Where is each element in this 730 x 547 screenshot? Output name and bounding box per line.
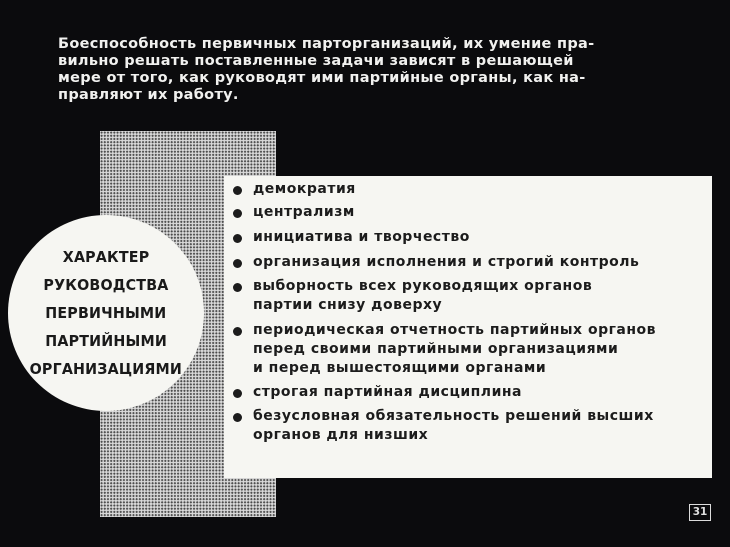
- list-item-organization: [224, 253, 712, 272]
- frame-number: 31: [689, 504, 711, 521]
- list-item-initiative: [224, 228, 712, 247]
- circle-title-line: ПЕРВИЧНЫМИ: [45, 304, 167, 322]
- list-item-text: инициатива и творчество: [253, 229, 470, 245]
- list-item-democracy: [224, 180, 712, 199]
- list-item-elections: [224, 277, 712, 315]
- bullet-icon: [233, 234, 242, 243]
- bullet-icon: [233, 327, 242, 336]
- topic-circle: [8, 215, 204, 411]
- list-item-text: демократия: [253, 181, 356, 197]
- circle-title-line: ХАРАКТЕР: [62, 248, 150, 266]
- intro-line-1: Боеспособность первичных парторганизаций, их умение пра-: [58, 36, 595, 52]
- circle-title-line: ПАРТИЙНЫМИ: [45, 332, 167, 350]
- list-item-text: и перед вышестоящими органами: [253, 360, 547, 376]
- principles-list: [224, 180, 712, 445]
- list-item-text: строгая партийная дисциплина: [253, 384, 522, 400]
- bullet-icon: [233, 389, 242, 398]
- bullet-icon: [233, 209, 242, 218]
- bullet-icon: [233, 283, 242, 292]
- bullet-icon: [233, 259, 242, 268]
- list-item-text: периодическая отчетность партийных органов: [253, 322, 656, 338]
- list-item-text: безусловная обязательность решений высших: [253, 408, 654, 424]
- principles-panel: [224, 176, 712, 478]
- circle-title-line: РУКОВОДСТВА: [43, 276, 169, 294]
- intro-paragraph: [58, 36, 668, 104]
- list-item-text: централизм: [253, 204, 355, 220]
- list-item-obligation: [224, 407, 712, 445]
- intro-line-4: правляют их работу.: [58, 87, 239, 103]
- bullet-icon: [233, 413, 242, 422]
- list-item-reporting: [224, 321, 712, 378]
- bullet-icon: [233, 186, 242, 195]
- intro-line-3: мере от того, как руководят ими партийные органы, как на-: [58, 70, 586, 86]
- list-item-text: организация исполнения и строгий контроль: [253, 254, 640, 270]
- list-item-centralism: [224, 203, 712, 222]
- list-item-text: перед своими партийными организациями: [253, 341, 619, 357]
- intro-line-2: вильно решать поставленные задачи зависят в решающей: [58, 53, 574, 69]
- list-item-discipline: [224, 383, 712, 402]
- list-item-text: выборность всех руководящих органов: [253, 278, 593, 294]
- list-item-text: партии снизу доверху: [253, 297, 443, 313]
- circle-title-line: ОРГАНИЗАЦИЯМИ: [29, 360, 183, 378]
- list-item-text: органов для низших: [253, 427, 429, 443]
